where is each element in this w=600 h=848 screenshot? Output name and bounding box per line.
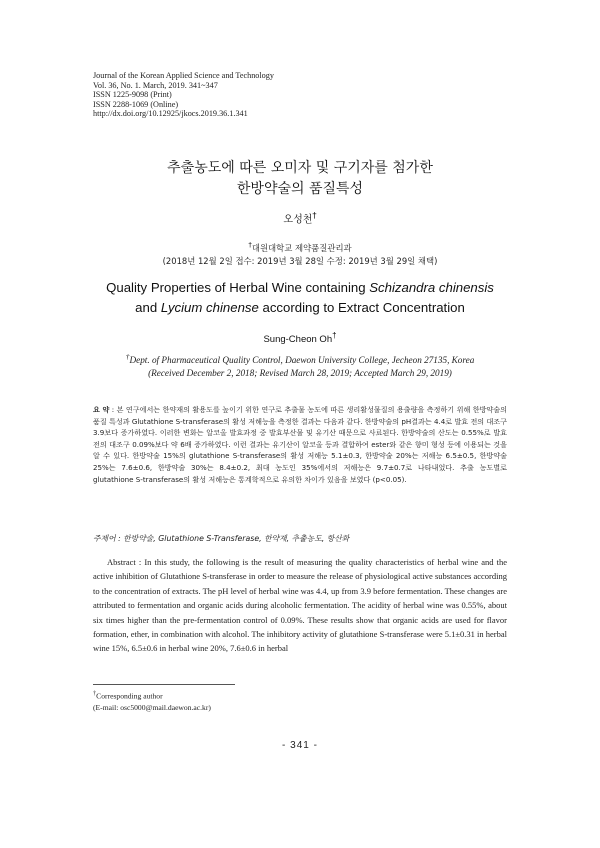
abstract-korean-label: 요 약 (93, 405, 110, 414)
title-korean (0, 158, 600, 200)
journal-issn-online: ISSN 2288-1069 (Online) (93, 99, 179, 109)
affiliation-english (0, 350, 600, 380)
journal-info (93, 71, 274, 119)
footnote-corresponding: Corresponding author (96, 691, 163, 701)
footnote (93, 688, 211, 713)
dagger-mark: † (332, 331, 337, 340)
page-number: - 341 - (282, 740, 318, 751)
species-name-lycium: Lycium chinense (160, 300, 259, 315)
dagger-mark: † (93, 690, 97, 697)
abstract-korean (93, 404, 507, 485)
affiliation-english-dates: (Received December 2, 2018; Revised March 28, 2019; Accepted March 29, 2019) (148, 368, 452, 379)
author-english-name: Sung-Cheon Oh (263, 334, 333, 346)
affiliation-korean (0, 239, 600, 268)
journal-doi: http://dx.doi.org/10.12925/jkocs.2019.36.1.341 (93, 109, 248, 119)
title-english-line1: Quality Properties of Herbal Wine containing Schizandra chinensis (106, 280, 494, 295)
affiliation-korean-dates: (2018년 12월 2일 접수: 2019년 3월 28일 수정: 2019년 3월 29일 채택) (162, 255, 438, 266)
abstract-english (93, 555, 507, 656)
author-korean-name: 오성천 (283, 214, 313, 226)
journal-volume: Vol. 36, No. 1. March, 2019. 341~347 (93, 80, 218, 90)
species-name-schizandra: Schizandra chinensis (369, 280, 494, 295)
footnote-email: (E-mail: osc5000@mail.daewon.ac.kr) (93, 702, 211, 712)
abstract-english-text: : In this study, the following is the result of measuring the quality characteristics of herbal wine and the active inhibition of Glutathione S-transferase in order to measure the release of physiological active substances according to the concentration of extracts. The pH level of herbal wine was 4.4, up from 3.9 before fermentation. These changes are attributed to fermentation and organic acids during alcoholic fermentation. The acidity of herbal wine was 0.55%, about six times higher than the pre-fermentation control of 0.09%. These results show that organic acids are used for flavor formation, ether, in combination with alcohol. The inhibitory activity of glutathione S-transferase were 5.1±0.31 in herbal wine 15%, 6.5±0.6 in herbal wine 20%, 7.6±0.6 in herbal (93, 557, 508, 654)
dagger-mark: † (125, 352, 130, 361)
title-english (0, 278, 600, 318)
affiliation-korean-dept: 대원대학교 제약품질관리과 (251, 242, 352, 253)
title-korean-line2: 한방약술의 품질특성 (236, 181, 364, 197)
author-english (0, 331, 600, 345)
author-korean (0, 210, 600, 225)
abstract-english-label: Abstract (107, 557, 136, 567)
title-korean-line1: 추출농도에 따른 오미자 및 구기자를 첨가한 (167, 160, 433, 176)
journal-issn-print: ISSN 1225-9098 (Print) (93, 90, 172, 100)
footnote-divider (93, 684, 235, 685)
title-english-line2: and Lycium chinense according to Extract Concentration (135, 300, 465, 315)
affiliation-english-dept: Dept. of Pharmaceutical Quality Control, Daewon University College, Jecheon 27135, Korea (129, 355, 475, 366)
abstract-korean-text: : 본 연구에서는 한약재의 활용도를 높이기 위한 연구로 추출물 농도에 따른 생리활성물질의 용출량을 측정하기 위해 한방약술의 품질 특성과 Glutathione S-transferase의 활성 저해능을 측정한 결과는 다음과 같다. 한방약술의 pH결과는 4.4로 발효 전의 대조구 3.9보다 증가하였다. 이러한 변화는 알코올 발효과정 중 발효부산물 및 유기산 때문으로 사료된다. 한방약술의 산도는 0.55%로 발효 전의 대조구 0.09%보다 약 6배 증가하였다. 이런 결과는 유기산이 알코올 등과 결합하여 ester와 같은 향미 형성 등에 이용되는 것을 알 수 있다. 한방약술 15%의 glutathione S-transferase의 활성 저해능 5.1±0.3, 한방약술 20%는 저해능 6.5±0.5, 한방약술 25%는 7.6±0.6, 한방약술 30%는 8.4±0.2, 최대 농도인 35%에서의 저해능은 9.7±0.7로 나타내었다. 추출 농도별로 glutathione S-transferase의 활성 저해능은 통계학적으로 유의한 차이가 있음을 보였다 (p<0.05). (93, 405, 507, 484)
keywords-korean: 주제어 : 한방약술, Glutathione S-Transferase, 한약재, 추출농도, 항산화 (93, 534, 350, 543)
dagger-mark: † (248, 241, 252, 249)
dagger-mark: † (312, 210, 317, 220)
journal-name: Journal of the Korean Applied Science and Technology (93, 71, 274, 80)
